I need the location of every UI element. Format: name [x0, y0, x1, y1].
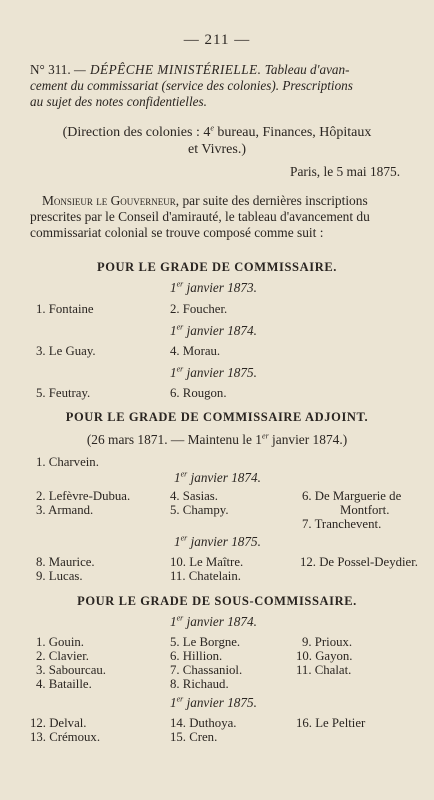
list-item: 6. Hillion.: [170, 649, 223, 663]
heading-line-3: [30, 94, 418, 110]
list-item: 3. Armand.: [36, 503, 94, 517]
list-item: 1. Gouin.: [36, 635, 84, 649]
date-heading: 1er janvier 1873.: [170, 279, 257, 295]
list-item: 12. De Possel-Deydier.: [300, 555, 418, 569]
list-item: 1. Fontaine: [36, 302, 94, 316]
list-item: 4. Sasias.: [170, 489, 218, 503]
list-item: 5. Le Borgne.: [170, 635, 241, 649]
list-item: 7. Tranchevent.: [302, 517, 382, 531]
heading-number: N° 311.: [30, 62, 71, 77]
list-item: 11. Chalat.: [296, 663, 352, 677]
list-item: 8. Richaud.: [170, 677, 229, 691]
page-number: — 211 —: [183, 32, 251, 48]
direction-line-1: (Direction des colonies : 4e bureau, Finances, Hôpitaux: [62, 123, 372, 140]
direction-line-2: et Vivres.): [188, 142, 246, 157]
list-item: 4. Morau.: [170, 344, 221, 358]
list-item: 14. Duthoya.: [170, 716, 237, 730]
list-item: 12. Delval.: [30, 716, 87, 730]
section-title-adjoint: POUR LE GRADE DE COMMISSAIRE ADJOINT.: [65, 410, 369, 424]
heading-line2-text: cement du commissariat (service des colonies). Prescriptions: [30, 78, 353, 93]
date-heading: 1er janvier 1875.: [170, 694, 257, 710]
list-item: 6. Rougon.: [170, 386, 227, 400]
list-item: 3. Sabourcau.: [36, 663, 107, 677]
list-item: 13. Crémoux.: [30, 730, 101, 744]
list-item: 10. Gayon.: [296, 649, 353, 663]
date-heading: 1er janvier 1874.: [170, 613, 257, 629]
list-item: 2. Foucher.: [170, 302, 228, 316]
list-item: 2. Clavier.: [36, 649, 89, 663]
date-heading: 1er janvier 1874.: [174, 469, 261, 485]
heading-title: — DÉPÊCHE MINISTÉRIELLE.: [73, 62, 262, 77]
list-item: 2. Lefèvre-Dubua.: [36, 489, 131, 503]
heading-line-2: [30, 78, 418, 94]
salutation: Monsieur le Gouverneur,: [42, 193, 180, 208]
list-item: 5. Champy.: [170, 503, 229, 517]
date-heading: 1er janvier 1875.: [174, 533, 261, 549]
list-item: 11. Chatelain.: [170, 569, 241, 583]
section-title-commissaire: POUR LE GRADE DE COMMISSAIRE.: [97, 260, 337, 274]
heading-line3-text: au sujet des notes confidentielles.: [30, 94, 207, 109]
list-item: 9. Prioux.: [302, 635, 353, 649]
date-heading: 1er janvier 1875.: [170, 364, 257, 380]
date-heading: 1er janvier 1874.: [170, 322, 257, 338]
intro-line-2: prescrites par le Conseil d'amirauté, le tableau d'avancement du: [30, 209, 370, 224]
list-item: 7. Chassaniol.: [170, 663, 243, 677]
intro-line-3: commissariat colonial se trouve composé comme suit :: [30, 225, 324, 240]
list-item: 3. Le Guay.: [36, 344, 96, 358]
adjoint-note: (26 mars 1871. — Maintenu le 1er janvier 1874.): [86, 431, 348, 447]
heading-line-1: [30, 62, 418, 78]
list-item: 9. Lucas.: [36, 569, 83, 583]
intro-line1-rest: par suite des dernières inscriptions: [179, 193, 368, 208]
list-item: 6. De Marguerie de: [302, 489, 402, 503]
intro-line-1: [30, 193, 420, 209]
list-item: 8. Maurice.: [36, 555, 95, 569]
list-item: 15. Cren.: [170, 730, 218, 744]
list-item: 5. Feutray.: [36, 386, 91, 400]
list-item: 16. Le Peltier: [296, 716, 366, 730]
list-item: 1. Charvein.: [36, 455, 99, 469]
place-date: Paris, le 5 mai 1875.: [290, 164, 401, 179]
list-item: 10. Le Maître.: [170, 555, 244, 569]
heading-line1-rest: Tableau d'avan-: [264, 62, 350, 77]
section-title-sous-commissaire: POUR LE GRADE DE SOUS-COMMISSAIRE.: [77, 594, 357, 608]
list-item: 4. Bataille.: [36, 677, 92, 691]
list-item-continuation: Montfort.: [340, 503, 390, 517]
